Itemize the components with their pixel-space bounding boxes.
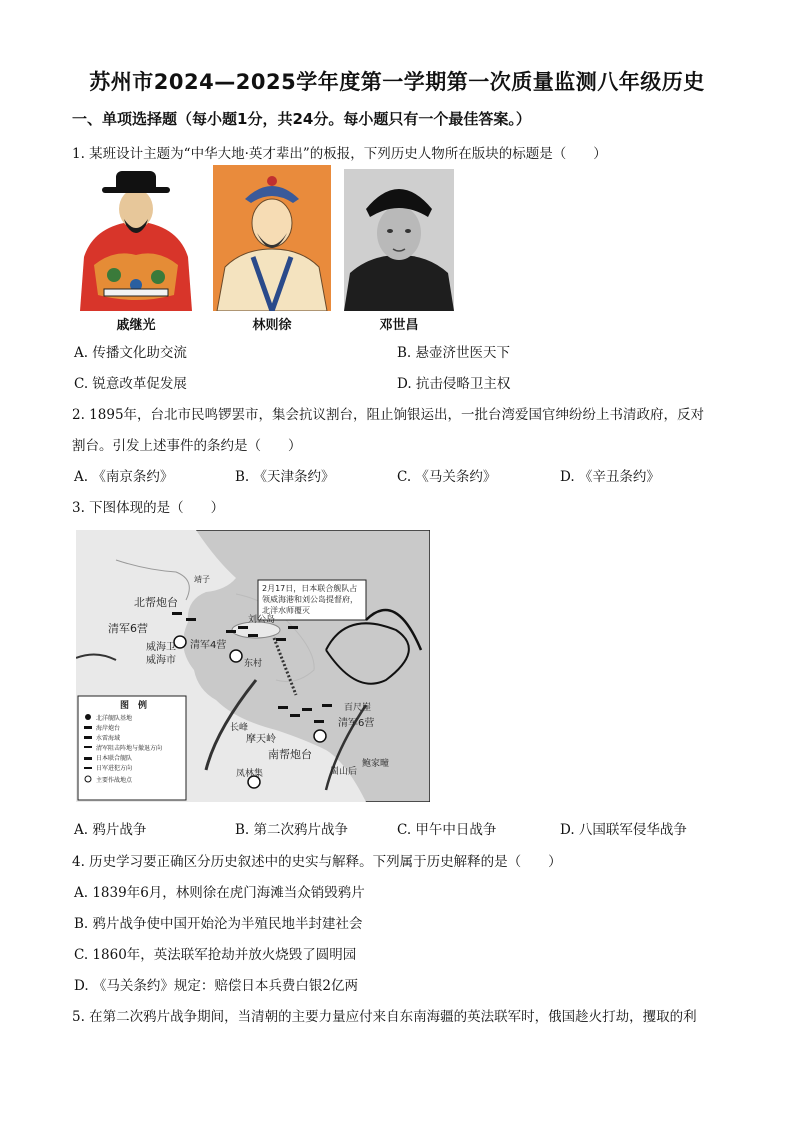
question-2-stem-line2: 割台。引发上述事件的条约是（ ） bbox=[72, 438, 302, 454]
q4-option-c[interactable]: C. 1860年，英法联军抢劫并放火烧毁了圆明园 bbox=[74, 947, 357, 963]
map-note-line-1: 2月17日，日本联合舰队占 bbox=[262, 584, 358, 593]
portrait-caption-2: 林则徐 bbox=[252, 318, 292, 333]
map-label-weihaishi: 威海市 bbox=[146, 655, 176, 666]
map-label-liugongdao: 刘公岛 bbox=[248, 615, 276, 625]
q2-option-b[interactable]: B. 《天津条约》 bbox=[235, 469, 335, 485]
map-legend-item-3: 水雷海域 bbox=[96, 735, 121, 742]
map-legend-item-7: 主要作战地点 bbox=[96, 777, 133, 784]
map-label-gushanhou: 崮山后 bbox=[330, 767, 358, 777]
map-note-line-3: 北洋水师覆灭 bbox=[262, 606, 310, 615]
q4-option-d[interactable]: D. 《马关条约》规定：赔偿日本兵费白银2亿两 bbox=[74, 978, 359, 994]
map-label-weihaiwei: 威海卫 bbox=[146, 642, 176, 653]
question-2-stem-line1: 2. 1895年，台北市民鸣锣罢市，集会抗议割台，阻止饷银运出，一批台湾爱国官绅纷纷上书清政府，反对 bbox=[72, 407, 705, 423]
q3-option-c[interactable]: C. 甲午中日战争 bbox=[397, 822, 497, 838]
weihai-battle-map bbox=[76, 530, 430, 802]
map-label-qingjun-6-north: 清军6营 bbox=[108, 622, 148, 635]
portrait-caption-1: 戚继光 bbox=[116, 318, 156, 333]
map-label-baojiatuan: 鲍家疃 bbox=[362, 759, 390, 769]
map-legend-item-2: 海岸炮台 bbox=[96, 725, 121, 732]
map-label-changfeng: 长峰 bbox=[230, 723, 249, 733]
map-label-beibang-paotai: 北帮炮台 bbox=[134, 596, 178, 609]
q3-option-a[interactable]: A. 鸦片战争 bbox=[74, 822, 147, 838]
q2-option-c[interactable]: C. 《马关条约》 bbox=[397, 469, 497, 485]
map-label-jingzi: 靖子 bbox=[194, 575, 210, 584]
map-label-nanbang-paotai: 南帮炮台 bbox=[268, 748, 312, 761]
q2-option-d[interactable]: D. 《辛丑条约》 bbox=[560, 469, 660, 485]
portrait-deng-shichang bbox=[344, 169, 454, 311]
map-label-motianling: 摩天岭 bbox=[246, 734, 276, 745]
question-1-stem: 1. 某班设计主题为“中华大地·英才辈出”的板报，下列历史人物所在版块的标题是（ ） bbox=[72, 146, 607, 162]
map-legend-item-1: 北洋舰队基地 bbox=[96, 715, 133, 722]
q3-option-d[interactable]: D. 八国联军侵华战争 bbox=[560, 822, 687, 838]
map-label-dongcun: 东村 bbox=[244, 659, 263, 669]
map-legend-item-6: 日军进犯方向 bbox=[96, 765, 133, 772]
q4-option-b[interactable]: B. 鸦片战争使中国开始沦为半殖民地半封建社会 bbox=[74, 916, 363, 932]
question-5-stem: 5. 在第二次鸦片战争期间，当清朝的主要力量应付来自东南海疆的英法联军时，俄国趁火打劫，攫取的利 bbox=[72, 1009, 697, 1025]
portrait-lin-zexu bbox=[213, 165, 331, 311]
map-label-baichiya: 百尺崖 bbox=[344, 703, 372, 713]
q3-option-b[interactable]: B. 第二次鸦片战争 bbox=[235, 822, 349, 838]
q1-option-d[interactable]: D. 抗击侵略卫主权 bbox=[397, 376, 511, 392]
page-title: 苏州市2024—2025学年度第一学期第一次质量监测八年级历史 bbox=[89, 70, 705, 94]
q2-option-a[interactable]: A. 《南京条约》 bbox=[74, 469, 174, 485]
portrait-qi-jiguang bbox=[74, 165, 198, 311]
map-legend-title: 图 例 bbox=[120, 701, 148, 711]
map-note-line-2: 领威海港和刘公岛提督府， bbox=[262, 595, 358, 604]
q4-option-a[interactable]: A. 1839年6月，林则徐在虎门海滩当众销毁鸦片 bbox=[74, 885, 365, 901]
q1-option-a[interactable]: A. 传播文化助交流 bbox=[74, 345, 187, 361]
map-legend-item-4: 清军阻击阵地与撤退方向 bbox=[96, 745, 163, 752]
portrait-caption-3: 邓世昌 bbox=[379, 318, 419, 333]
q1-option-b[interactable]: B. 悬壶济世医天下 bbox=[397, 345, 511, 361]
question-4-stem: 4. 历史学习要正确区分历史叙述中的史实与解释。下列属于历史解释的是（ ） bbox=[72, 854, 562, 870]
map-legend-item-5: 日本联合舰队 bbox=[96, 755, 133, 762]
question-3-stem: 3. 下图体现的是（ ） bbox=[72, 500, 225, 516]
map-label-qingjun-4: 清军4营 bbox=[190, 640, 227, 651]
map-label-fenglinji: 凤林集 bbox=[236, 769, 264, 779]
section-heading: 一、单项选择题（每小题1分，共24分。每小题只有一个最佳答案。） bbox=[72, 110, 531, 128]
map-label-qingjun-6-south: 清军6营 bbox=[338, 718, 375, 729]
q1-option-c[interactable]: C. 锐意改革促发展 bbox=[74, 376, 187, 392]
